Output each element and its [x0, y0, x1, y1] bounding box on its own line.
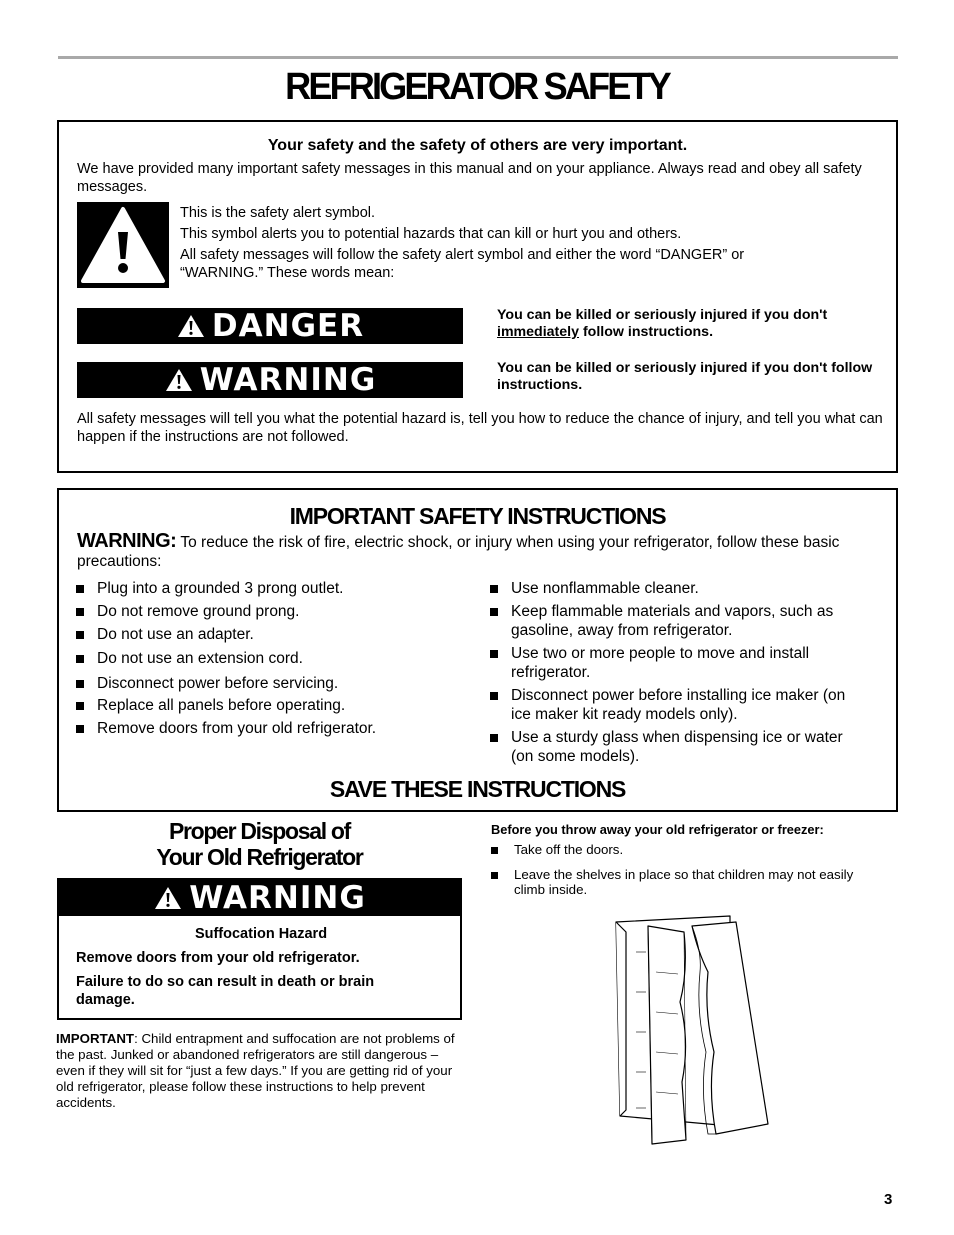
list-item: Leave the shelves in place so that children may not easily climb inside.	[491, 867, 881, 898]
precautions-list-left	[75, 579, 465, 738]
list-item: Remove doors from your old refrigerator.	[75, 719, 465, 738]
save-instructions-title: SAVE THESE INSTRUCTIONS	[329, 776, 626, 802]
list-item: Plug into a grounded 3 prong outlet.	[75, 579, 465, 598]
safety-closing-text: All safety messages will tell you what the potential hazard is, tell you how to reduce the chance of injury, and tell you what can happen if the instructions are not followed.	[77, 411, 883, 445]
hazard-instruction: Remove doors from your old refrigerator.	[76, 950, 360, 966]
warning-label: WARNING	[189, 880, 366, 916]
list-item: Use nonflammable cleaner.	[489, 579, 869, 598]
warning-text: To reduce the risk of fire, electric shock, or injury when using your refrigerator, follow these basic precautions:	[77, 534, 840, 570]
danger-message-text: follow instructions.	[579, 324, 714, 340]
important-text: : Child entrapment and suffocation are not problems of the past. Junked or abandoned refrigerators are still dangerous – even if they will sit for “just a few days.” If you are getting rid of your old refrigerator, please follow these instructions to help prevent accidents.	[56, 1031, 455, 1110]
warning-label: WARNING	[199, 362, 377, 398]
important-label: IMPORTANT	[56, 1031, 135, 1046]
instructions-title: IMPORTANT SAFETY INSTRUCTIONS	[289, 503, 666, 529]
page-title: REFRIGERATOR SAFETY	[285, 66, 669, 108]
page-number: 3	[884, 1191, 893, 1208]
list-item: Do not remove ground prong.	[75, 602, 465, 621]
safety-alert-icon	[77, 202, 169, 288]
danger-signal-bar	[77, 308, 463, 344]
warning-triangle-icon	[176, 313, 206, 339]
warning-signal-bar	[59, 880, 460, 916]
danger-message-text: You can be killed or seriously injured if you don't	[497, 307, 828, 323]
important-instructions-box	[57, 488, 898, 812]
warning-triangle-icon	[153, 885, 183, 911]
safety-message-box	[57, 120, 898, 473]
disposal-title	[57, 818, 462, 870]
list-item: Use two or more people to move and install refrigerator.	[489, 644, 869, 682]
safety-heading: Your safety and the safety of others are very important.	[267, 137, 688, 154]
precautions-list-right	[489, 579, 869, 766]
disposal-title-line: Proper Disposal of	[168, 818, 351, 844]
alert-line: This is the safety alert symbol.	[180, 205, 376, 221]
hazard-consequence: Failure to do so can result in death or brain damage.	[76, 974, 375, 1008]
warning-message: You can be killed or seriously injured if you don't follow instructions.	[497, 360, 873, 393]
warning-triangle-icon	[164, 367, 194, 393]
instructions-warning	[77, 532, 877, 571]
disposal-steps	[491, 842, 881, 898]
before-disposal-heading: Before you throw away your old refrigerator or freezer:	[491, 822, 824, 837]
list-item: Do not use an extension cord.	[75, 649, 465, 668]
top-rule	[58, 56, 898, 59]
alert-symbol-explanation	[180, 205, 820, 286]
alert-line: All safety messages will follow the safety alert symbol and either the word “DANGER” or “WARNING.” These words mean:	[180, 247, 745, 281]
danger-message-emphasis: immediately	[497, 324, 580, 340]
important-paragraph	[56, 1031, 464, 1111]
list-item: Replace all panels before operating.	[75, 696, 465, 715]
list-item: Use a sturdy glass when dispensing ice or water (on some models).	[489, 728, 869, 766]
warning-word: WARNING:	[77, 530, 177, 552]
disposal-title-line: Your Old Refrigerator	[156, 844, 363, 870]
safety-intro: We have provided many important safety messages in this manual and on your appliance. Always read and obey all safety messages.	[77, 161, 862, 195]
list-item: Disconnect power before servicing.	[75, 674, 465, 693]
list-item: Disconnect power before installing ice maker (on ice maker kit ready models only).	[489, 686, 869, 724]
hazard-title: Suffocation Hazard	[194, 926, 328, 942]
alert-line: This symbol alerts you to potential hazards that can kill or hurt you and others.	[180, 226, 682, 242]
suffocation-warning-box	[57, 878, 462, 1020]
refrigerator-doors-removed-illustration	[612, 912, 772, 1148]
warning-signal-bar	[77, 362, 463, 398]
list-item: Take off the doors.	[491, 842, 881, 858]
danger-label: DANGER	[211, 308, 365, 344]
list-item: Keep flammable materials and vapors, such as gasoline, away from refrigerator.	[489, 602, 869, 640]
danger-message	[497, 307, 877, 341]
list-item: Do not use an adapter.	[75, 625, 465, 644]
